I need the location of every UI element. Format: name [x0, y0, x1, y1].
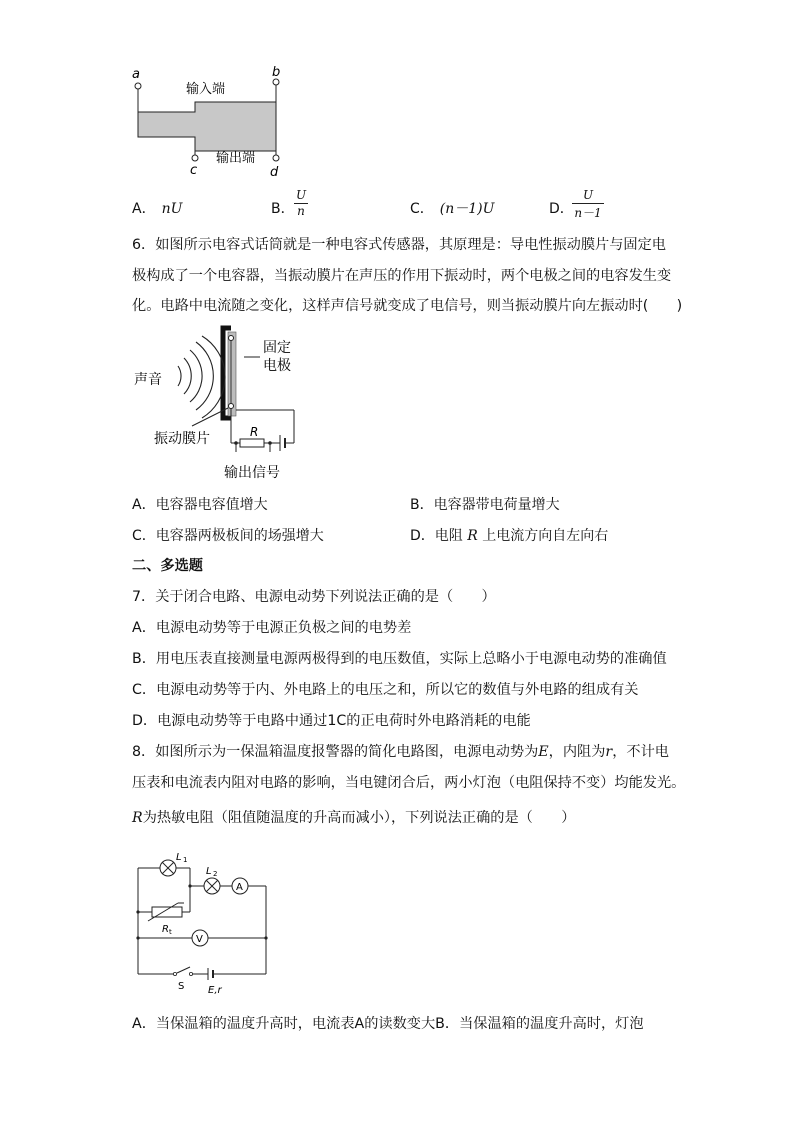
q7-option-d[interactable]: D．电源电动势等于电路中通过1C的正电荷时外电路消耗的电能 — [132, 713, 531, 729]
stem-text: 为热敏电阻（阻值随温度的升高而减小），下列说法正确的是（ ） — [142, 810, 576, 826]
fixed-electrode-label-1: 固定 — [263, 340, 291, 356]
q7-stem: 7．关于闭合电路、电源电动势下列说法正确的是（ ） — [132, 589, 496, 605]
q5-option-d[interactable] — [549, 198, 574, 218]
fraction-denominator: n — [294, 203, 308, 218]
thermistor-subscript: t — [169, 928, 172, 936]
lamp-2-label: L — [206, 866, 212, 877]
membrane-label: 振动膜片 — [154, 431, 210, 447]
fraction-numerator: U — [295, 188, 307, 202]
output-signal-label: 输出信号 — [224, 465, 280, 481]
terminal-d-label: d — [270, 165, 279, 180]
option-text: D．电阻 — [410, 528, 468, 544]
section-title: 二、多选题 — [132, 558, 203, 574]
microphone-diagram — [130, 322, 310, 484]
q8-options-line[interactable]: A．当保温箱的温度升高时，电流表A的读数变大B．当保温箱的温度升高时，灯泡 — [132, 1016, 644, 1032]
stem-text: ，不计电 — [612, 744, 669, 760]
terminal-a-label: a — [132, 67, 140, 82]
stem-variable: E — [538, 744, 549, 760]
thermistor-label: R — [162, 924, 169, 935]
q8-stem-line-2: 压表和电流表内阻对电路的影响，当电键闭合后，两小灯泡（电阻保持不变）均能发光。 — [132, 775, 686, 791]
option-letter: C． — [410, 201, 434, 217]
q6-option-a[interactable]: A．电容器电容值增大 — [132, 497, 268, 513]
q5-option-b[interactable] — [271, 198, 295, 218]
terminal-c-label: c — [190, 163, 198, 178]
fraction-denominator: n－1 — [572, 203, 604, 221]
q8-stem-line-1 — [132, 742, 669, 762]
output-end-label: 输出端 — [216, 151, 256, 166]
q8-stem-line-3 — [132, 808, 575, 828]
input-end-label: 输入端 — [186, 82, 226, 97]
fraction-numerator: U — [582, 188, 594, 202]
lamp-2-subscript: 2 — [213, 870, 218, 878]
q7-option-c[interactable]: C．电源电动势等于内、外电路上的电压之和，所以它的数值与外电路的组成有关 — [132, 682, 639, 698]
option-text: 上电流方向自左向右 — [477, 528, 609, 544]
stem-variable: R — [132, 810, 143, 826]
option-value: (n－1)U — [439, 201, 495, 217]
fixed-electrode-label-2: 电极 — [263, 358, 291, 374]
option-letter: D． — [549, 201, 574, 217]
q7-option-b[interactable]: B．用电压表直接测量电源两极得到的电压数值，实际上总略小于电源电动势的准确值 — [132, 651, 667, 667]
terminal-b-label: b — [272, 65, 281, 80]
q6-stem-line-2: 极构成了一个电容器，当振动膜片在声压的作用下振动时，两个电极之间的电容发生变 — [132, 268, 672, 284]
switch-label: S — [178, 981, 185, 992]
q7-option-a[interactable]: A．电源电动势等于电源正负极之间的电势差 — [132, 620, 412, 636]
q6-option-c[interactable]: C．电容器两极板间的场强增大 — [132, 528, 324, 544]
q6-stem-line-1: 6．如图所示电容式话筒就是一种电容式传感器，其原理是：导电性振动膜片与固定电 — [132, 237, 666, 253]
q6-option-d[interactable] — [410, 525, 608, 545]
source-label: E,r — [208, 985, 222, 996]
thermostat-circuit-diagram — [130, 846, 275, 998]
q6-stem-line-3: 化。电路中电流随之变化，这样声信号就变成了电信号，则当振动膜片向左振动时( ) — [132, 298, 683, 314]
option-letter: B． — [271, 201, 295, 217]
lamp-1-subscript: 1 — [183, 856, 188, 864]
terminal-diagram — [120, 64, 300, 182]
ammeter-label: A — [236, 882, 243, 893]
option-letter: A． — [132, 201, 156, 217]
option-variable: R — [467, 528, 478, 544]
stem-variable: r — [605, 744, 613, 760]
resistor-label: R — [250, 425, 259, 439]
lamp-1-label: L — [176, 852, 182, 863]
q6-option-b[interactable]: B．电容器带电荷量增大 — [410, 497, 560, 513]
q5-option-a[interactable] — [132, 198, 182, 218]
stem-text: 8．如图所示为一保温箱温度报警器的简化电路图，电源电动势为 — [132, 744, 539, 760]
option-value: nU — [161, 201, 183, 217]
stem-text: ，内阻为 — [548, 744, 606, 760]
q5-option-d-fraction — [572, 188, 604, 221]
q5-option-b-fraction — [294, 188, 308, 218]
sound-label: 声音 — [134, 372, 162, 388]
voltmeter-label: V — [196, 934, 203, 945]
q5-option-c[interactable] — [410, 198, 494, 218]
